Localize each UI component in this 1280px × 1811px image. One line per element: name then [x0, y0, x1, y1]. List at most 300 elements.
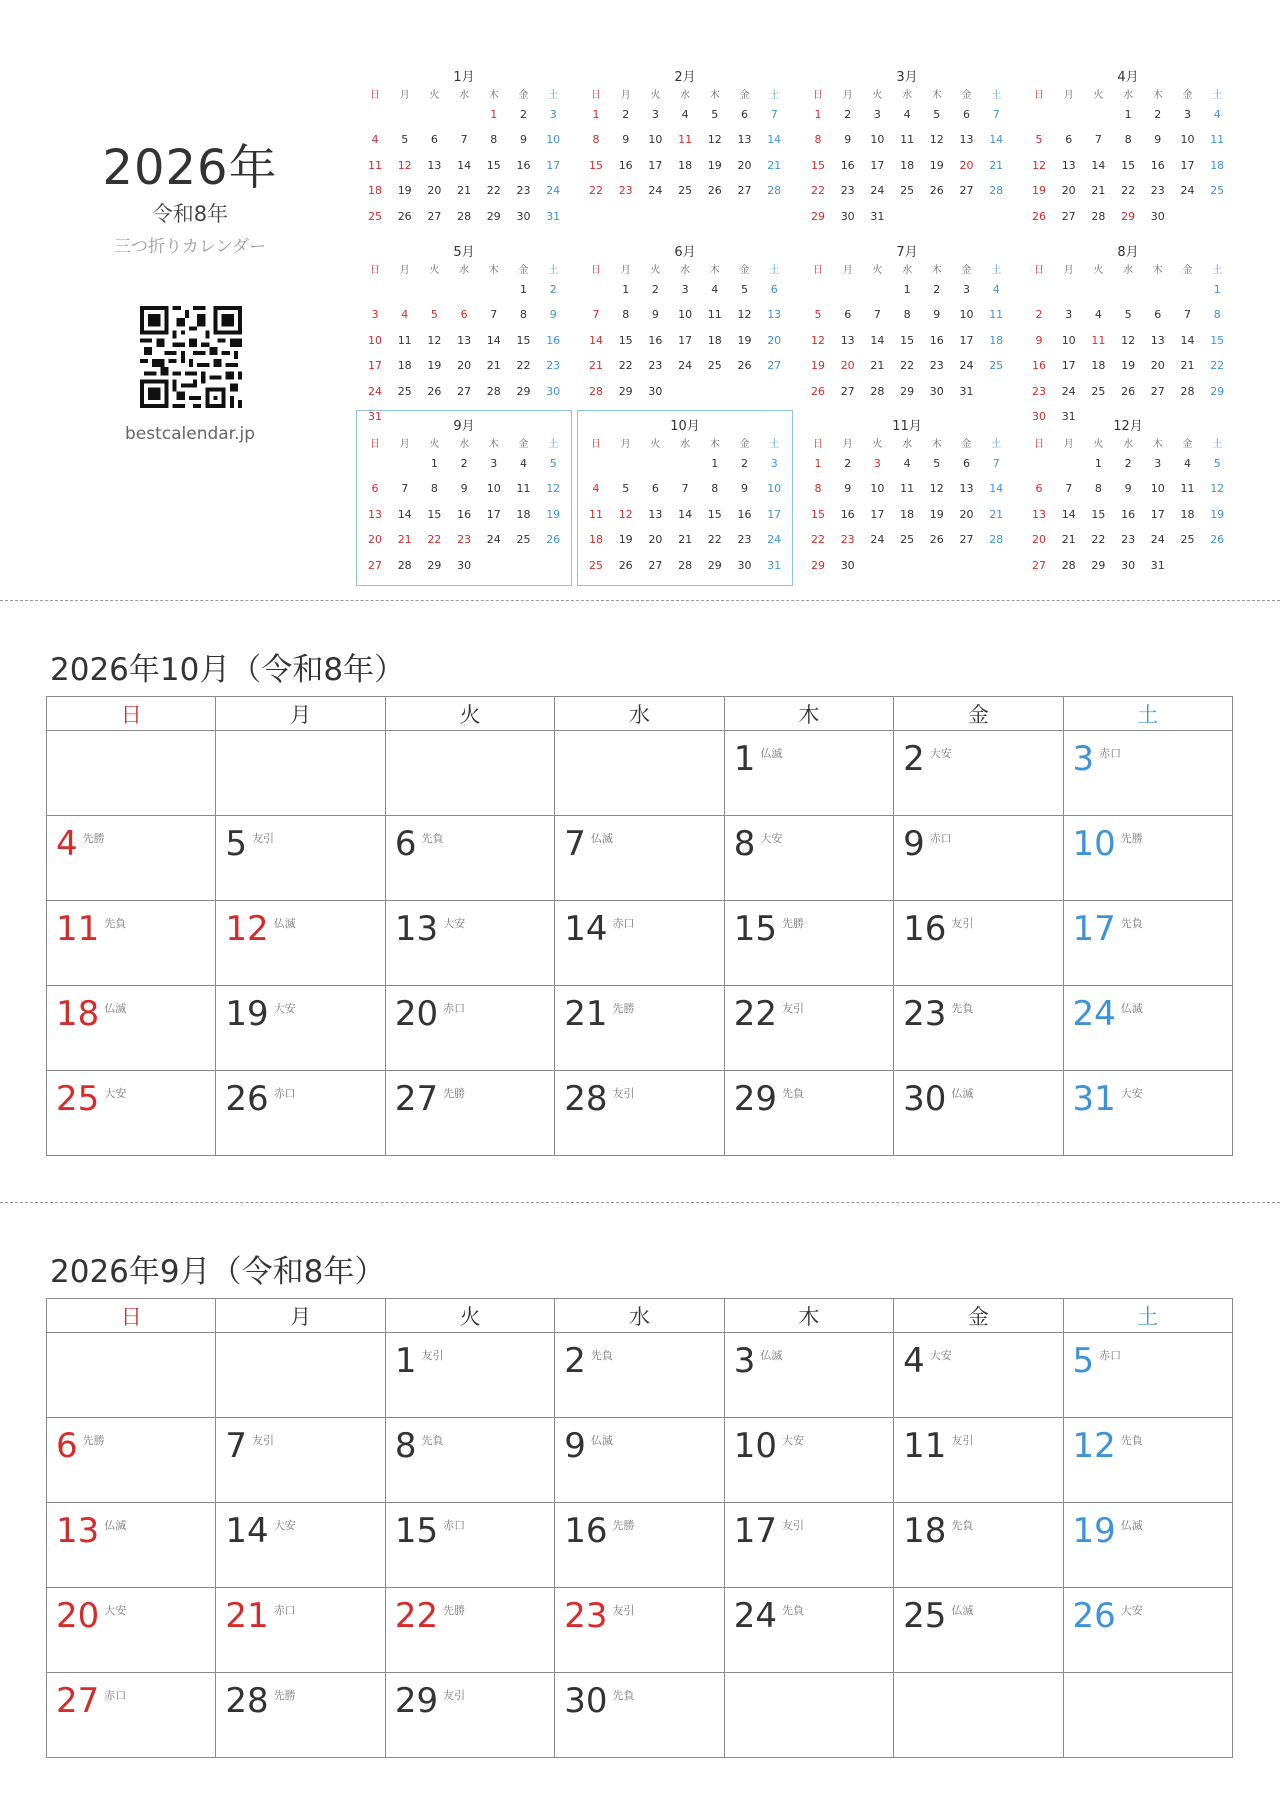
- day-cell: [216, 1333, 385, 1418]
- day-number: 29: [394, 1681, 439, 1721]
- mini-month-title: 7月: [896, 245, 918, 260]
- mini-day: 30: [1032, 410, 1046, 423]
- day-cell: [385, 1071, 554, 1156]
- day-cell: [47, 1333, 216, 1418]
- day-number: 19: [1072, 1511, 1116, 1551]
- mini-day: 25: [1210, 184, 1225, 198]
- mini-weekday: 木: [488, 265, 499, 276]
- mini-day: 31: [959, 384, 974, 398]
- mini-day: 31: [1061, 410, 1076, 423]
- mini-day: 21: [989, 158, 1004, 172]
- mini-day: 5: [1035, 133, 1043, 147]
- mini-day: 27: [648, 558, 663, 572]
- mini-day: 27: [959, 533, 974, 547]
- mini-day: 20: [767, 333, 782, 347]
- day-cell: [894, 816, 1063, 901]
- day-number: 11: [903, 1426, 947, 1466]
- mini-weekday: 日: [1034, 90, 1044, 101]
- mini-day: 28: [678, 558, 693, 572]
- day-number: 26: [225, 1079, 269, 1119]
- rokuyo-label: 友引: [421, 1349, 444, 1362]
- mini-day: 10: [767, 482, 782, 496]
- weekday-header: 火: [385, 1299, 554, 1333]
- mini-day: 12: [397, 158, 412, 172]
- mini-day: 24: [1180, 184, 1195, 198]
- mini-day: 19: [397, 184, 412, 198]
- mini-day: 16: [457, 507, 472, 521]
- mini-day: 24: [1150, 533, 1165, 547]
- mini-day: 21: [1061, 533, 1076, 547]
- mini-weekday: 土: [769, 90, 780, 101]
- mini-day: 15: [1210, 333, 1225, 347]
- mini-weekday: 土: [548, 439, 559, 450]
- rokuyo-label: 先負: [951, 1002, 974, 1015]
- mini-day: 26: [1121, 384, 1136, 398]
- mini-day: 6: [651, 482, 659, 496]
- mini-day: 20: [737, 158, 752, 172]
- mini-weekday: 土: [769, 439, 780, 450]
- mini-day: 28: [767, 184, 782, 198]
- mini-day: 6: [963, 108, 970, 121]
- mini-day: 26: [397, 209, 412, 223]
- day-cell: [724, 1071, 893, 1156]
- mini-day: 9: [844, 482, 852, 496]
- rokuyo-label: 先負: [104, 917, 127, 930]
- day-cell: [894, 1071, 1063, 1156]
- rokuyo-label: 大安: [1120, 1087, 1143, 1100]
- mini-day: 22: [427, 533, 442, 547]
- day-number: 1: [394, 1341, 417, 1381]
- mini-weekday: 土: [769, 265, 780, 276]
- mini-day: 24: [959, 359, 974, 373]
- mini-day: 21: [1091, 184, 1106, 198]
- mini-day: 26: [546, 533, 561, 547]
- mini-day: 1: [1124, 108, 1132, 121]
- rokuyo-label: 先負: [951, 1519, 974, 1532]
- mini-day: 12: [707, 133, 722, 147]
- title-block: [60, 140, 320, 257]
- mini-day: 6: [741, 108, 748, 121]
- day-cell: [1063, 1673, 1232, 1758]
- day-number: 21: [564, 994, 608, 1034]
- subtitle: 三つ折りカレンダー: [114, 237, 266, 257]
- mini-weekday: 木: [488, 90, 499, 101]
- day-number: 26: [1072, 1596, 1116, 1636]
- mini-day: 29: [811, 558, 825, 572]
- day-number: 5: [1072, 1341, 1095, 1381]
- mini-day: 1: [592, 108, 600, 121]
- mini-day: 31: [546, 209, 561, 223]
- mini-month: [800, 237, 1014, 411]
- mini-weekday: 日: [591, 265, 601, 276]
- mini-day: 15: [811, 158, 825, 172]
- mini-day: 26: [618, 558, 633, 572]
- mini-day: 10: [678, 308, 693, 322]
- mini-day: 10: [486, 482, 501, 496]
- rokuyo-label: 先勝: [781, 917, 804, 930]
- mini-weekday: 月: [399, 265, 410, 276]
- day-cell: [216, 1673, 385, 1758]
- mini-day: 21: [767, 158, 782, 172]
- mini-day: 27: [767, 359, 782, 373]
- day-number: 28: [564, 1079, 608, 1119]
- weekday-header: 金: [894, 697, 1063, 731]
- mini-day: 28: [989, 184, 1004, 198]
- mini-day: 25: [368, 209, 382, 223]
- mini-day: 25: [900, 533, 915, 547]
- mini-day: 17: [678, 333, 693, 347]
- rokuyo-label: 友引: [781, 1002, 804, 1015]
- mini-day: 12: [811, 333, 825, 347]
- mini-day: 22: [900, 359, 915, 373]
- mini-day: 3: [1065, 308, 1073, 322]
- mini-day: 19: [427, 359, 442, 373]
- month-grid-october: [46, 696, 1233, 1156]
- mini-day: 17: [1180, 158, 1195, 172]
- rokuyo-label: 友引: [781, 1519, 804, 1532]
- mini-day: 16: [516, 158, 531, 172]
- mini-weekday: 木: [709, 439, 720, 450]
- rokuyo-label: 赤口: [929, 832, 952, 845]
- mini-day: 27: [840, 384, 855, 398]
- mini-day: 18: [989, 333, 1004, 347]
- day-number: 21: [225, 1596, 269, 1636]
- mini-weekday: 月: [620, 90, 631, 101]
- rokuyo-label: 先勝: [82, 832, 105, 845]
- mini-day: 1: [1094, 457, 1102, 470]
- mini-day: 30: [1121, 558, 1136, 572]
- day-cell: [385, 986, 554, 1071]
- rokuyo-label: 仏滅: [590, 832, 613, 845]
- mini-day: 2: [844, 108, 852, 121]
- day-number: 24: [1072, 994, 1116, 1034]
- mini-day: 10: [1150, 482, 1165, 496]
- mini-weekday: 日: [370, 439, 380, 450]
- mini-day: 2: [1035, 308, 1043, 322]
- mini-weekday: 日: [591, 439, 601, 450]
- mini-day: 20: [368, 533, 382, 547]
- day-number: 15: [394, 1511, 439, 1551]
- mini-day: 11: [397, 333, 412, 347]
- mini-month-title: 12月: [1113, 419, 1143, 434]
- mini-weekday: 日: [813, 265, 823, 276]
- mini-day: 9: [844, 133, 852, 147]
- week-row: [47, 1673, 1233, 1758]
- day-cell: [385, 1588, 554, 1673]
- day-cell: [216, 1418, 385, 1503]
- mini-day: 25: [678, 184, 693, 198]
- mini-day: 23: [546, 359, 561, 373]
- rokuyo-label: 赤口: [273, 1604, 296, 1617]
- mini-day: 15: [486, 158, 501, 172]
- mini-weekday: 金: [1182, 90, 1193, 101]
- mini-day: 24: [870, 184, 885, 198]
- mini-weekday: 月: [1063, 439, 1074, 450]
- mini-day: 7: [592, 308, 600, 322]
- mini-day: 7: [460, 133, 468, 147]
- day-cell: [724, 731, 893, 816]
- mini-day: 4: [371, 133, 379, 147]
- mini-weekday: 木: [1152, 90, 1163, 101]
- mini-day: 10: [368, 333, 382, 347]
- day-cell: [1063, 731, 1232, 816]
- week-row: [47, 731, 1233, 816]
- mini-day: 8: [622, 308, 630, 322]
- mini-weekday: 金: [1182, 439, 1193, 450]
- mini-day: 14: [1061, 507, 1076, 521]
- mini-day: 27: [427, 209, 442, 223]
- mini-day: 24: [678, 359, 693, 373]
- day-number: 17: [733, 1511, 777, 1551]
- mini-day: 31: [1150, 558, 1165, 572]
- mini-day: 3: [371, 308, 379, 322]
- mini-day: 16: [1150, 158, 1165, 172]
- mini-day: 26: [1032, 209, 1046, 223]
- mini-day: 13: [737, 133, 752, 147]
- mini-day: 16: [1121, 507, 1136, 521]
- mini-day: 2: [651, 283, 659, 296]
- day-cell: [1063, 1333, 1232, 1418]
- mini-day: 23: [618, 184, 633, 198]
- mini-day: 11: [1210, 133, 1225, 147]
- mini-day: 18: [397, 359, 412, 373]
- day-cell: [385, 816, 554, 901]
- mini-day: 11: [707, 308, 722, 322]
- mini-day: 24: [368, 384, 382, 398]
- mini-weekday: 水: [1123, 439, 1134, 450]
- mini-day: 16: [1032, 359, 1046, 373]
- day-cell: [47, 1503, 216, 1588]
- mini-day: 2: [622, 108, 630, 121]
- mini-day: 26: [929, 184, 944, 198]
- mini-month-title: 8月: [1117, 245, 1139, 260]
- rokuyo-label: 友引: [443, 1689, 466, 1702]
- mini-day: 30: [840, 558, 855, 572]
- day-number: 29: [733, 1079, 777, 1119]
- mini-weekday: 火: [872, 265, 883, 276]
- mini-day: 5: [430, 308, 438, 322]
- mini-day: 27: [1032, 558, 1046, 572]
- day-number: 25: [903, 1596, 947, 1636]
- mini-day: 21: [486, 359, 501, 373]
- rokuyo-label: 仏滅: [760, 747, 783, 760]
- mini-day: 29: [900, 384, 915, 398]
- mini-day: 5: [549, 457, 557, 470]
- mini-day: 20: [840, 359, 855, 373]
- mini-weekday: 金: [739, 90, 750, 101]
- weekday-header: 火: [385, 697, 554, 731]
- mini-day: 26: [1210, 533, 1225, 547]
- mini-day: 13: [1032, 507, 1046, 521]
- day-number: 20: [394, 994, 439, 1034]
- mini-day: 4: [1184, 457, 1191, 470]
- mini-weekday: 木: [931, 439, 942, 450]
- day-cell: [47, 731, 216, 816]
- mini-day: 11: [1091, 333, 1106, 347]
- rokuyo-label: 先勝: [1120, 832, 1143, 845]
- mini-day: 8: [520, 308, 527, 322]
- mini-weekday: 金: [518, 439, 529, 450]
- day-number: 3: [733, 1341, 756, 1381]
- mini-day: 25: [397, 384, 412, 398]
- day-cell: [555, 1673, 724, 1758]
- mini-day: 20: [1150, 359, 1165, 373]
- mini-month: [578, 411, 792, 585]
- day-cell: [216, 986, 385, 1071]
- mini-weekday: 日: [591, 90, 601, 101]
- mini-weekday: 金: [961, 90, 972, 101]
- mini-day: 29: [707, 558, 722, 572]
- month-title-september: 2026年9月（令和8年）: [50, 1254, 386, 1290]
- weekday-header: 土: [1063, 1299, 1232, 1333]
- mini-day: 24: [546, 184, 561, 198]
- weekday-header: 木: [724, 1299, 893, 1333]
- mini-weekday: 水: [680, 439, 691, 450]
- mini-day: 23: [1150, 184, 1165, 198]
- day-number: 28: [225, 1681, 269, 1721]
- mini-day: 12: [427, 333, 442, 347]
- rokuyo-label: 仏滅: [1120, 1002, 1143, 1015]
- mini-month: [578, 237, 792, 411]
- day-number: 27: [56, 1681, 100, 1721]
- mini-day: 6: [963, 457, 970, 470]
- mini-day: 5: [622, 482, 630, 496]
- rokuyo-label: 大安: [760, 832, 783, 845]
- mini-day: 5: [401, 133, 409, 147]
- mini-day: 21: [1180, 359, 1195, 373]
- day-number: 13: [56, 1511, 100, 1551]
- rokuyo-label: 大安: [443, 917, 466, 930]
- mini-weekday: 土: [991, 439, 1002, 450]
- day-cell: [216, 901, 385, 986]
- mini-day: 21: [589, 359, 603, 373]
- mini-day: 15: [811, 507, 825, 521]
- day-number: 22: [733, 994, 777, 1034]
- mini-day: 21: [457, 184, 472, 198]
- mini-day: 7: [1065, 482, 1073, 496]
- weekday-header: 木: [724, 697, 893, 731]
- mini-day: 14: [1091, 158, 1106, 172]
- day-number: 16: [903, 909, 947, 949]
- mini-weekday: 月: [842, 439, 853, 450]
- mini-day: 20: [648, 533, 663, 547]
- mini-weekday: 火: [650, 439, 661, 450]
- mini-day: 22: [1091, 533, 1106, 547]
- mini-day: 19: [929, 507, 944, 521]
- day-cell: [555, 1418, 724, 1503]
- mini-month-title: 3月: [896, 70, 918, 85]
- day-cell: [1063, 1418, 1232, 1503]
- day-cell: [1063, 901, 1232, 986]
- mini-day: 11: [900, 133, 915, 147]
- mini-day: 27: [368, 558, 382, 572]
- rokuyo-label: 赤口: [1099, 1349, 1122, 1362]
- mini-day: 29: [618, 384, 633, 398]
- mini-day: 11: [989, 308, 1004, 322]
- mini-day: 4: [1213, 108, 1221, 121]
- mini-day: 9: [651, 308, 659, 322]
- mini-weekday: 日: [370, 90, 380, 101]
- mini-day: 25: [1180, 533, 1195, 547]
- rokuyo-label: 仏滅: [951, 1604, 974, 1617]
- day-cell: [724, 1588, 893, 1673]
- day-cell: [385, 1418, 554, 1503]
- mini-day: 1: [520, 283, 527, 296]
- mini-day: 8: [711, 482, 719, 496]
- mini-month-title: 2月: [674, 70, 696, 85]
- mini-day: 12: [1032, 158, 1046, 172]
- day-cell: [1063, 1071, 1232, 1156]
- mini-day: 7: [681, 482, 689, 496]
- mini-day: 7: [992, 108, 1000, 121]
- mini-day: 20: [959, 158, 974, 172]
- mini-day: 3: [873, 108, 881, 121]
- mini-day: 1: [903, 283, 911, 296]
- mini-weekday: 木: [1152, 265, 1163, 276]
- rokuyo-label: 仏滅: [1120, 1519, 1143, 1532]
- mini-day: 2: [460, 457, 468, 470]
- mini-day: 9: [741, 482, 748, 496]
- mini-month-title: 9月: [453, 419, 475, 434]
- mini-weekday: 水: [459, 439, 470, 450]
- rokuyo-label: 先負: [1120, 917, 1143, 930]
- mini-weekday: 火: [872, 439, 883, 450]
- mini-day: 29: [1121, 209, 1136, 223]
- mini-weekday: 水: [459, 265, 470, 276]
- day-number: 2: [903, 739, 925, 779]
- mini-day: 4: [711, 283, 719, 296]
- mini-day: 11: [516, 482, 531, 496]
- mini-day: 5: [814, 308, 822, 322]
- day-cell: [724, 1673, 893, 1758]
- mini-month-title: 10月: [670, 419, 700, 434]
- day-cell: [724, 1333, 893, 1418]
- mini-day: 19: [707, 158, 722, 172]
- mini-day: 12: [737, 308, 752, 322]
- mini-day: 6: [844, 308, 852, 322]
- mini-day: 5: [1124, 308, 1132, 322]
- mini-weekday: 土: [1212, 265, 1223, 276]
- mini-day: 2: [1124, 457, 1132, 470]
- mini-day: 3: [1154, 457, 1162, 470]
- mini-weekday: 水: [902, 439, 913, 450]
- rokuyo-label: 先勝: [82, 1434, 105, 1447]
- day-number: 4: [56, 824, 78, 864]
- day-number: 15: [733, 909, 777, 949]
- day-number: 12: [1072, 1426, 1116, 1466]
- mini-weekday: 日: [813, 90, 823, 101]
- mini-day: 3: [549, 108, 557, 121]
- day-cell: [47, 1588, 216, 1673]
- week-row: [47, 1333, 1233, 1418]
- mini-day: 21: [397, 533, 412, 547]
- day-cell: [1063, 1588, 1232, 1673]
- day-cell: [724, 1503, 893, 1588]
- mini-day: 5: [933, 457, 941, 470]
- rokuyo-label: 友引: [951, 917, 974, 930]
- mini-day: 29: [1210, 384, 1225, 398]
- mini-day: 16: [840, 507, 855, 521]
- mini-day: 25: [589, 558, 603, 572]
- mini-weekday: 月: [1063, 90, 1074, 101]
- mini-day: 18: [368, 184, 382, 198]
- day-cell: [894, 1673, 1063, 1758]
- mini-day: 29: [1091, 558, 1106, 572]
- mini-weekday: 金: [1182, 265, 1193, 276]
- mini-day: 2: [741, 457, 748, 470]
- mini-day: 10: [648, 133, 663, 147]
- mini-weekday: 土: [1212, 439, 1223, 450]
